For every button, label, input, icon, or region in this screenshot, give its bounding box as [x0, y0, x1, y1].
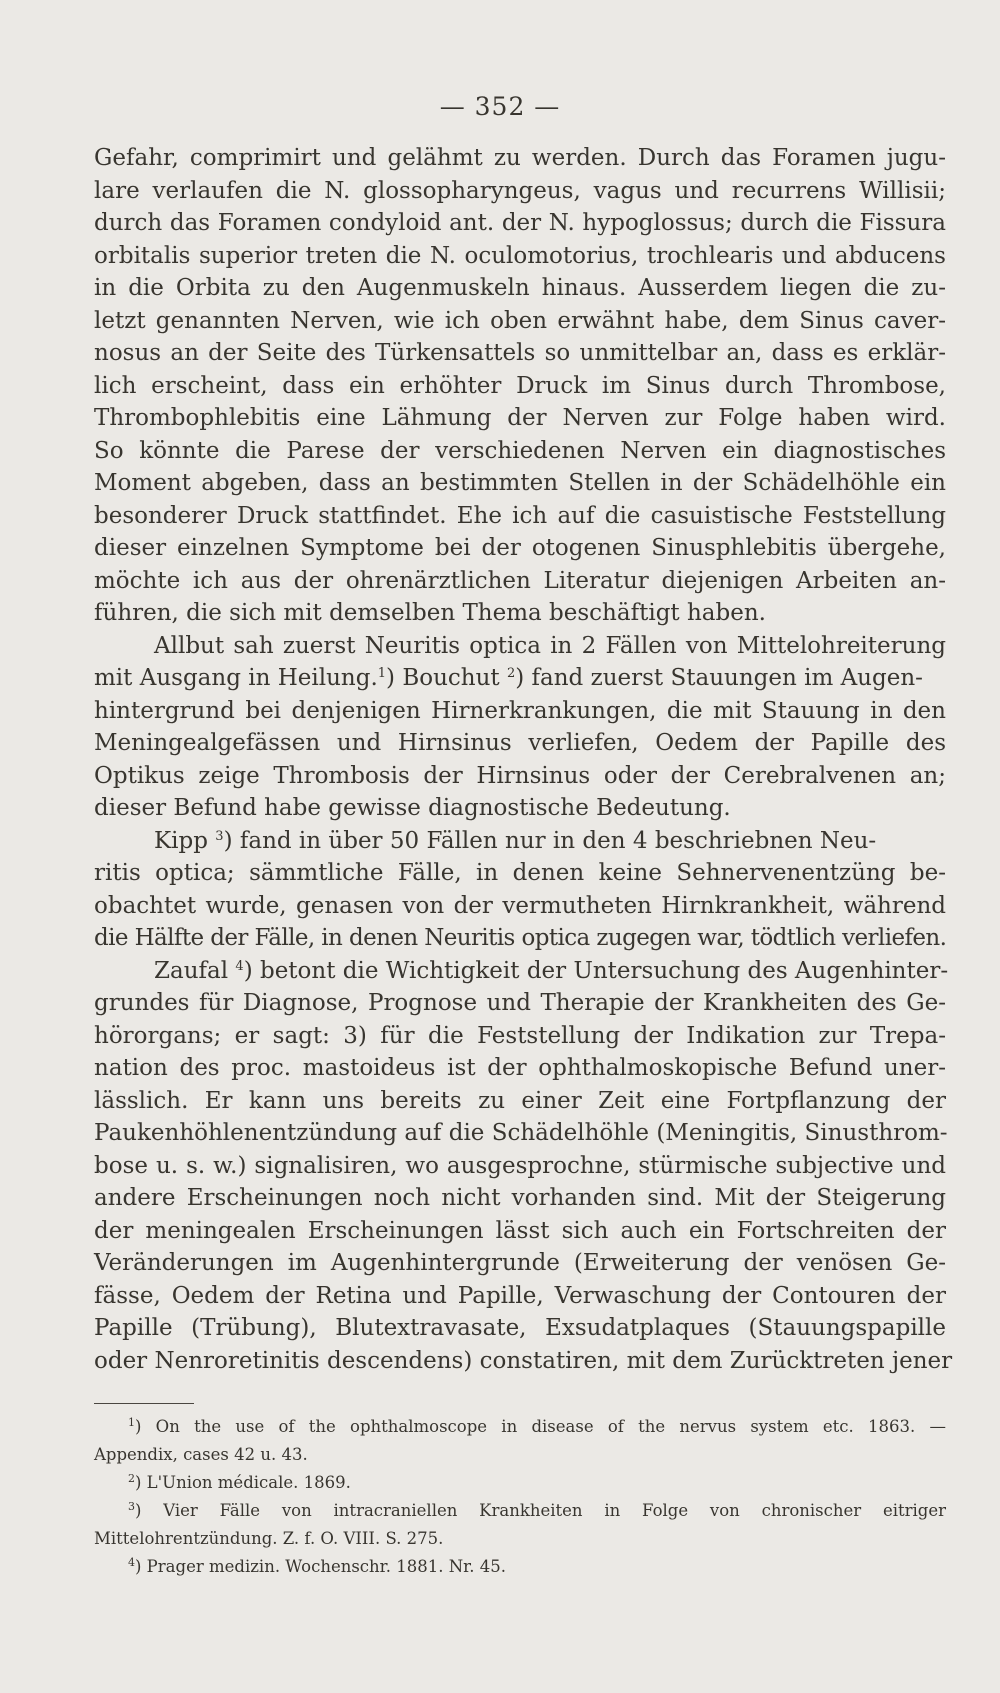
footnote-text: ) Prager medizin. Wochenschr. 1881. Nr. 45.: [135, 1557, 506, 1576]
text-fragment: ) fand in über 50 Fällen nur in den 4 beschriebnen Neu-: [223, 827, 877, 854]
footnote-marker: 3: [128, 1500, 135, 1513]
text-line: orbitalis superior treten die N. oculomotorius, trochlearis und abducens: [94, 242, 946, 269]
text-line: fässe, Oedem der Retina und Papille, Verwaschung der Contouren der: [94, 1282, 946, 1309]
text-line: Meningealgefässen und Hirnsinus verliefen, Oedem der Papille des: [94, 730, 946, 756]
text-line: oder Nenroretinitis descendens) constatiren, mit dem Zurücktreten jener: [94, 1347, 953, 1374]
footnote-ref: 1: [377, 666, 387, 681]
text-line: dieser einzelnen Symptome bei der otogenen Sinusphlebitis übergehe,: [94, 535, 946, 561]
text-line: So könnte die Parese der verschiedenen Nerven ein diagnostisches: [94, 437, 946, 464]
text-line: ritis optica; sämmtliche Fälle, in denen keine Sehnervenentzüng be-: [94, 860, 946, 886]
text-line: Paukenhöhlenentzündung auf die Schädelhöhle (Meningitis, Sinusthrom-: [94, 1120, 948, 1146]
footnote: [94, 1413, 946, 1441]
text-line: Veränderungen im Augenhintergrunde (Erweiterung der venösen Ge-: [94, 1250, 946, 1276]
text-line: lare verlaufen die N. glossopharyngeus, vagus und recurrens Willisii;: [94, 177, 946, 204]
text-line: lässlich. Er kann uns bereits zu einer Zeit eine Fortpflanzung der: [94, 1087, 946, 1114]
text-line: [94, 662, 946, 695]
text-line: andere Erscheinungen noch nicht vorhanden sind. Mit der Steigerung: [94, 1185, 946, 1211]
text-line: hörorgans; er sagt: 3) für die Feststellung der Indikation zur Trepa-: [94, 1022, 946, 1049]
footnote-text: ) Vier Fälle von intracraniellen Krankheiten in Folge von chronischer eitriger: [135, 1501, 946, 1520]
text-line: [94, 955, 949, 988]
footnote-marker: 4: [128, 1556, 135, 1569]
footnote-text: ) L'Union médicale. 1869.: [135, 1473, 351, 1492]
footnote: [94, 1553, 946, 1581]
footnote-ref: 3: [215, 828, 224, 844]
text-line: der meningealen Erscheinungen lässt sich auch ein Fortschreiten der: [94, 1217, 946, 1244]
text-line: nosus an der Seite des Türkensattels so unmittelbar an, dass es erklär-: [94, 340, 946, 366]
text-fragment: mit Ausgang in Heilung.: [94, 665, 378, 691]
footnote-ref: 2: [506, 666, 516, 681]
footnote-continuation: Appendix, cases 42 u. 43.: [94, 1445, 308, 1464]
text-line: Moment abgeben, dass an bestimmten Stellen in der Schädelhöhle ein: [94, 470, 946, 496]
text-fragment: Zaufal: [154, 957, 236, 984]
footnote-continuation: Mittelohrentzündung. Z. f. O. VIII. S. 275.: [94, 1529, 444, 1548]
text-line: möchte ich aus der ohrenärztlichen Literatur diejenigen Arbeiten an-: [94, 567, 946, 594]
text-line: nation des proc. mastoideus ist der ophthalmoskopische Befund uner-: [94, 1055, 946, 1081]
text-fragment: ) Bouchut: [386, 665, 507, 691]
text-line: Papille (Trübung), Blutextravasate, Exsudatplaques (Stauungspapille: [94, 1315, 946, 1341]
text-line: durch das Foramen condyloid ant. der N. hypoglossus; durch die Fissura: [94, 210, 946, 236]
text-line: lich erscheint, dass ein erhöhter Druck im Sinus durch Thrombose,: [94, 372, 946, 399]
footnote: [94, 1469, 946, 1497]
page-number: — 352 —: [439, 92, 561, 121]
text-line: in die Orbita zu den Augenmuskeln hinaus. Ausserdem liegen die zu-: [94, 275, 946, 301]
text-line: hintergrund bei denjenigen Hirnerkrankungen, die mit Stauung in den: [94, 697, 946, 724]
text-line: führen, die sich mit demselben Thema beschäftigt haben.: [94, 600, 766, 626]
footnote-divider: [94, 1403, 194, 1404]
footnote-ref: 4: [235, 958, 244, 974]
text-line: grundes für Diagnose, Prognose und Therapie der Krankheiten des Ge-: [94, 990, 946, 1016]
text-line: Allbut sah zuerst Neuritis optica in 2 Fällen von Mittelohreiterung: [154, 632, 946, 659]
text-line: [94, 825, 946, 858]
text-line: die Hälfte der Fälle, in denen Neuritis optica zugegen war, tödtlich verliefen.: [94, 925, 947, 951]
footnote-marker: 1: [128, 1416, 135, 1429]
text-fragment: Kipp: [154, 827, 216, 854]
text-line: Gefahr, comprimirt und gelähmt zu werden. Durch das Foramen jugu-: [94, 145, 946, 171]
text-line: obachtet wurde, genasen von der vermutheten Hirnkrankheit, während: [94, 892, 946, 919]
text-fragment: ) betont die Wichtigkeit der Untersuchung des Augenhinter-: [243, 957, 949, 984]
text-line: Thrombophlebitis eine Lähmung der Nerven zur Folge haben wird.: [94, 405, 946, 431]
main-text: [94, 142, 953, 1377]
text-fragment: ) fand zuerst Stauungen im Augen-: [515, 665, 923, 691]
footnotes: [94, 1413, 946, 1581]
text-line: bose u. s. w.) signalisiren, wo ausgesprochne, stürmische subjective und: [94, 1152, 946, 1179]
text-line: letzt genannten Nerven, wie ich oben erwähnt habe, dem Sinus caver-: [94, 307, 946, 334]
footnote-marker: 2: [128, 1472, 135, 1485]
text-line: besonderer Druck stattfindet. Ehe ich auf die casuistische Feststellung: [94, 502, 946, 529]
footnote: [94, 1497, 946, 1525]
footnote-text: ) On the use of the ophthalmoscope in disease of the nervus system etc. 1863. —: [135, 1417, 946, 1436]
text-line: dieser Befund habe gewisse diagnostische Bedeutung.: [94, 795, 731, 821]
text-line: Optikus zeige Thrombosis der Hirnsinus oder der Cerebralvenen an;: [94, 762, 946, 789]
